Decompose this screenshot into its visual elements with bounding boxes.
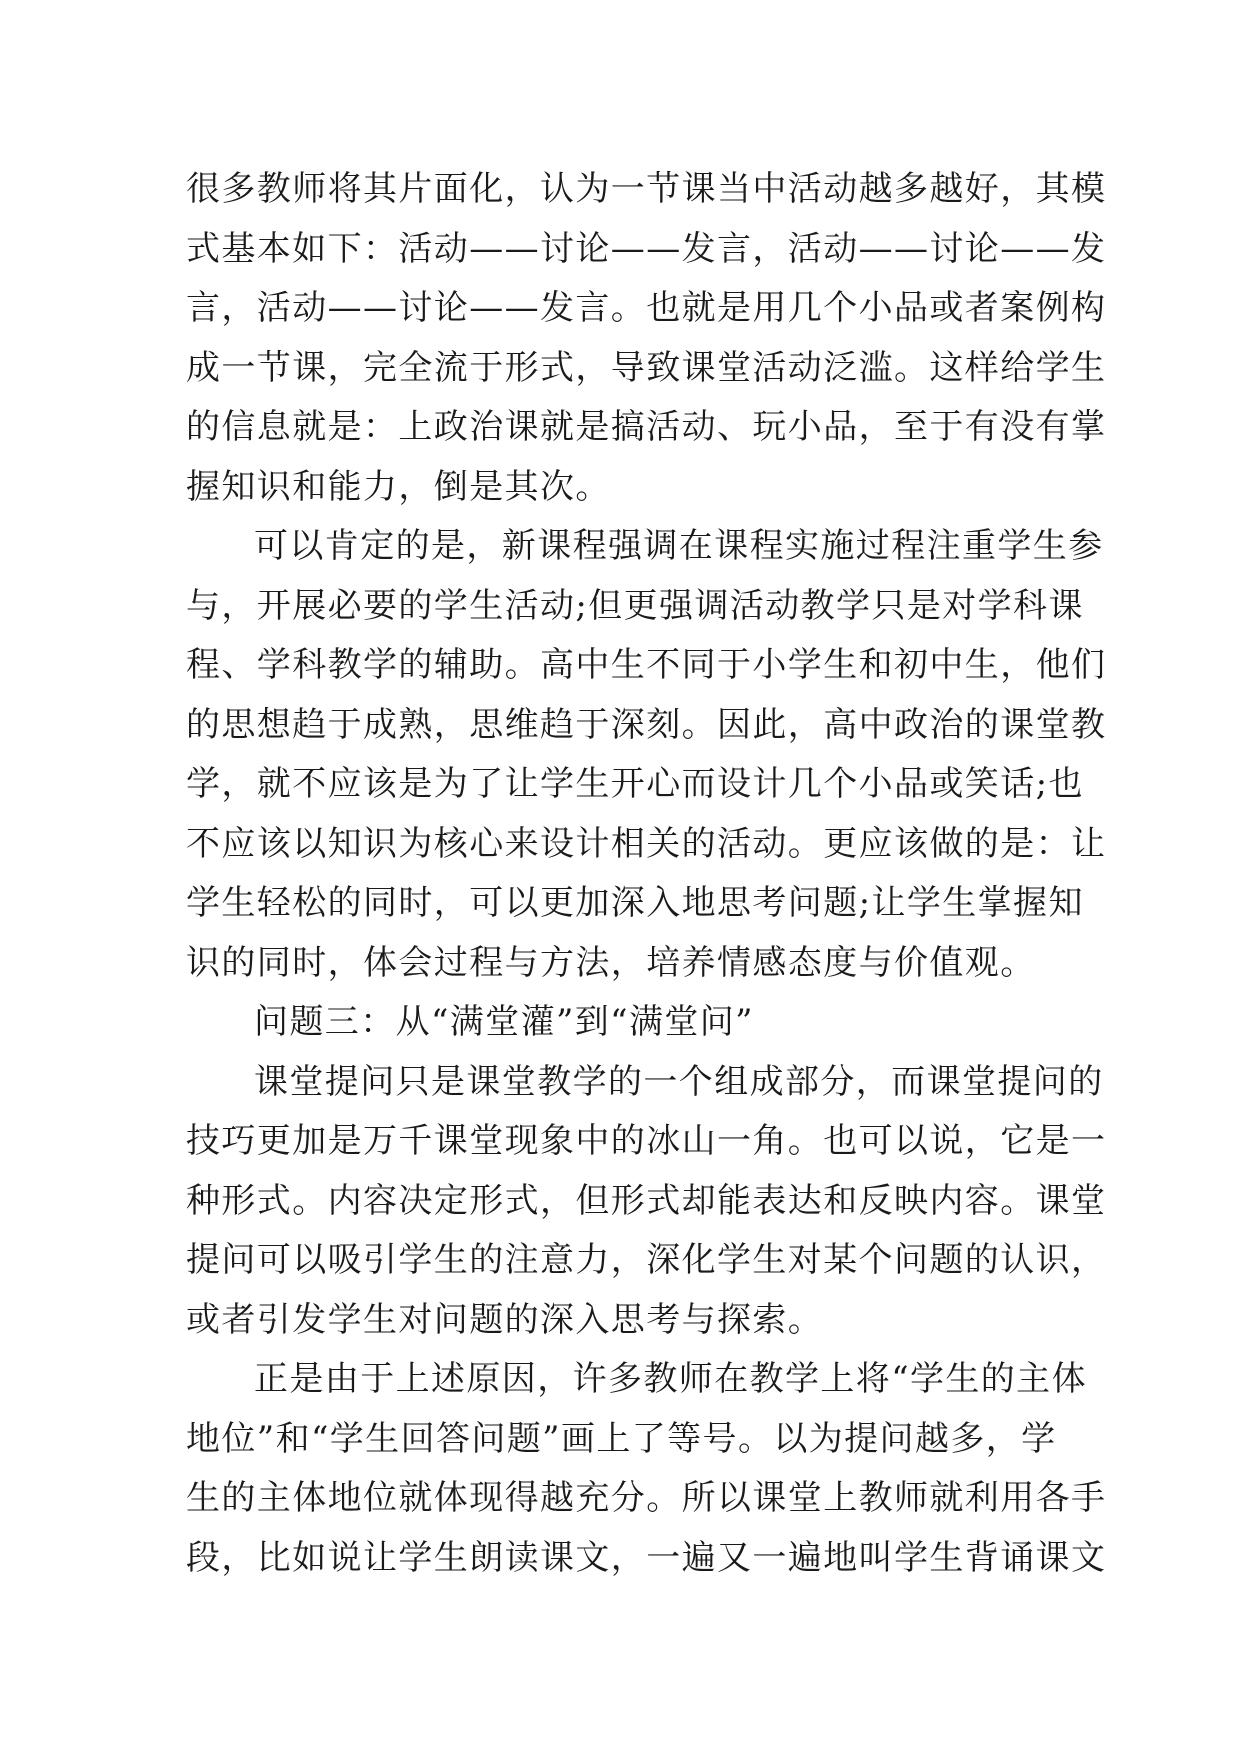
text-line: 成一节课，完全流于形式，导致课堂活动泛滥。这样给学生: [186, 347, 1107, 388]
document-body: [186, 160, 1107, 1588]
text-line: 正是由于上述原因，许多教师在教学上将“学生的主体: [254, 1359, 1087, 1399]
text-line: 或者引发学生对问题的深入思考与探索。: [186, 1299, 824, 1340]
text-line: 段，比如说让学生朗读课文，一遍又一遍地叫学生背诵课文: [186, 1537, 1107, 1578]
text-line: 识的同时，体会过程与方法，培养情感态度与价值观。: [186, 942, 1036, 983]
paragraph: [186, 1350, 1107, 1588]
text-line: 的信息就是：上政治课就是搞活动、玩小品，至于有没有掌: [186, 407, 1107, 447]
text-line: 地位”和“学生回答问题”画上了等号。以为提问越多，学: [186, 1418, 1057, 1459]
paragraph: [186, 160, 1107, 517]
text-line: 不应该以知识为核心来设计相关的活动。更应该做的是：让: [186, 823, 1107, 864]
text-line: 提问可以吸引学生的注意力，深化学生对某个问题的认识，: [186, 1240, 1107, 1280]
text-line: 的思想趋于成熟，思维趋于深刻。因此，高中政治的课堂教: [186, 704, 1107, 745]
text-line: 与，开展必要的学生活动;但更强调活动教学只是对学科课: [186, 585, 1084, 626]
paragraph: [186, 517, 1107, 993]
text-line: 程、学科教学的辅助。高中生不同于小学生和初中生，他们: [186, 645, 1107, 685]
text-line: 很多教师将其片面化，认为一节课当中活动越多越好，其模: [186, 169, 1107, 209]
text-line: 握知识和能力，倒是其次。: [186, 466, 611, 507]
text-line: 学，就不应该是为了让学生开心而设计几个小品或笑话;也: [186, 764, 1084, 804]
paragraph: [186, 1053, 1107, 1351]
text-line: 问题三：从“满堂灌”到“满堂问”: [254, 1002, 754, 1042]
text-line: 可以肯定的是，新课程强调在课程实施过程注重学生参: [254, 526, 1104, 566]
text-line: 式基本如下：活动——讨论——发言，活动——讨论——发: [186, 228, 1107, 269]
text-line: 课堂提问只是课堂教学的一个组成部分，而课堂提问的: [254, 1061, 1104, 1102]
text-line: 种形式。内容决定形式，但形式却能表达和反映内容。课堂: [186, 1180, 1107, 1221]
text-line: 生的主体地位就体现得越充分。所以课堂上教师就利用各手: [186, 1478, 1107, 1518]
text-line: 学生轻松的同时，可以更加深入地思考问题;让学生掌握知: [186, 883, 1084, 923]
paragraph: [186, 993, 1066, 1053]
text-line: 技巧更加是万千课堂现象中的冰山一角。也可以说，它是一: [186, 1121, 1107, 1161]
text-line: 言，活动——讨论——发言。也就是用几个小品或者案例构: [186, 288, 1107, 328]
